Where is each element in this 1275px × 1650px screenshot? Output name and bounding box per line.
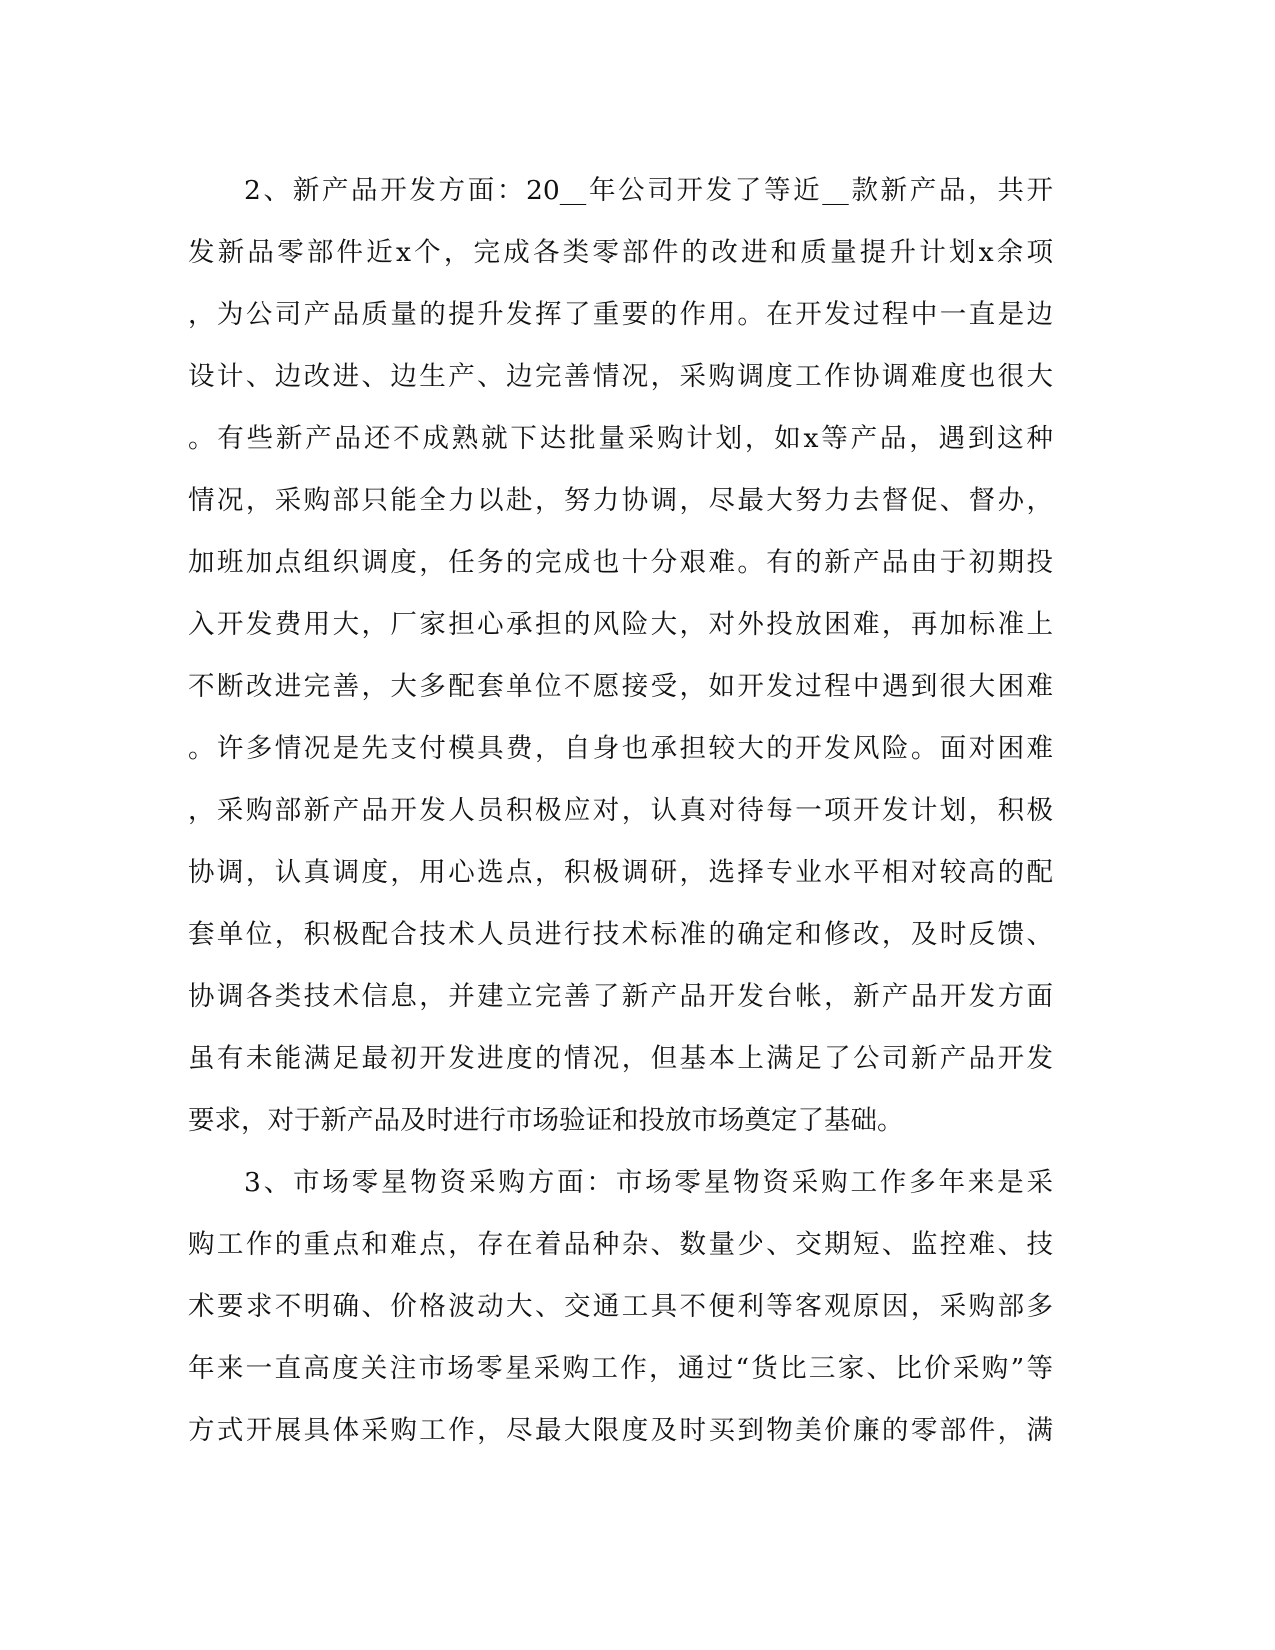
text-line: 术要求不明确、价格波动大、交通工具不便利等客观原因，采购部多 bbox=[188, 1291, 1053, 1322]
text-line: 情况，采购部只能全力以赴，努力协调，尽最大努力去督促、督办， bbox=[188, 485, 1053, 516]
text-line: 。有些新产品还不成熟就下达批量采购计划，如x等产品，遇到这种 bbox=[188, 423, 1053, 454]
text-line: 设计、边改进、边生产、边完善情况，采购调度工作协调难度也很大 bbox=[188, 361, 1053, 392]
text-line: 要求，对于新产品及时进行市场验证和投放市场奠定了基础。 bbox=[188, 1105, 904, 1136]
text-line: 协调，认真调度，用心选点，积极调研，选择专业水平相对较高的配 bbox=[188, 857, 1053, 888]
text-line: 购工作的重点和难点，存在着品种杂、数量少、交期短、监控难、技 bbox=[188, 1229, 1053, 1260]
document-body bbox=[188, 160, 1053, 1462]
text-line: 3、市场零星物资采购方面：市场零星物资采购工作多年来是采 bbox=[244, 1167, 1053, 1198]
paragraph-market-procurement bbox=[188, 1152, 1053, 1462]
text-line: ，采购部新产品开发人员积极应对，认真对待每一项开发计划，积极 bbox=[188, 795, 1053, 826]
text-line: 虽有未能满足最初开发进度的情况，但基本上满足了公司新产品开发 bbox=[188, 1043, 1053, 1074]
text-line: 年来一直高度关注市场零星采购工作，通过“货比三家、比价采购”等 bbox=[188, 1353, 1053, 1384]
text-line: 入开发费用大，厂家担心承担的风险大，对外投放困难，再加标准上 bbox=[188, 609, 1053, 640]
text-line: 不断改进完善，大多配套单位不愿接受，如开发过程中遇到很大困难 bbox=[188, 671, 1053, 702]
text-line: 。许多情况是先支付模具费，自身也承担较大的开发风险。面对困难 bbox=[188, 733, 1053, 764]
text-line: 协调各类技术信息，并建立完善了新产品开发台帐，新产品开发方面 bbox=[188, 981, 1053, 1012]
text-line: ，为公司产品质量的提升发挥了重要的作用。在开发过程中一直是边 bbox=[188, 299, 1053, 330]
text-line: 发新品零部件近x个，完成各类零部件的改进和质量提升计划x余项 bbox=[188, 237, 1053, 268]
text-line: 2、新产品开发方面：20__年公司开发了等近__款新产品，共开 bbox=[244, 175, 1053, 206]
paragraph-new-product-development bbox=[188, 160, 1053, 1152]
text-line: 方式开展具体采购工作，尽最大限度及时买到物美价廉的零部件，满 bbox=[188, 1415, 1053, 1446]
text-line: 套单位，积极配合技术人员进行技术标准的确定和修改，及时反馈、 bbox=[188, 919, 1053, 950]
text-line: 加班加点组织调度，任务的完成也十分艰难。有的新产品由于初期投 bbox=[188, 547, 1053, 578]
